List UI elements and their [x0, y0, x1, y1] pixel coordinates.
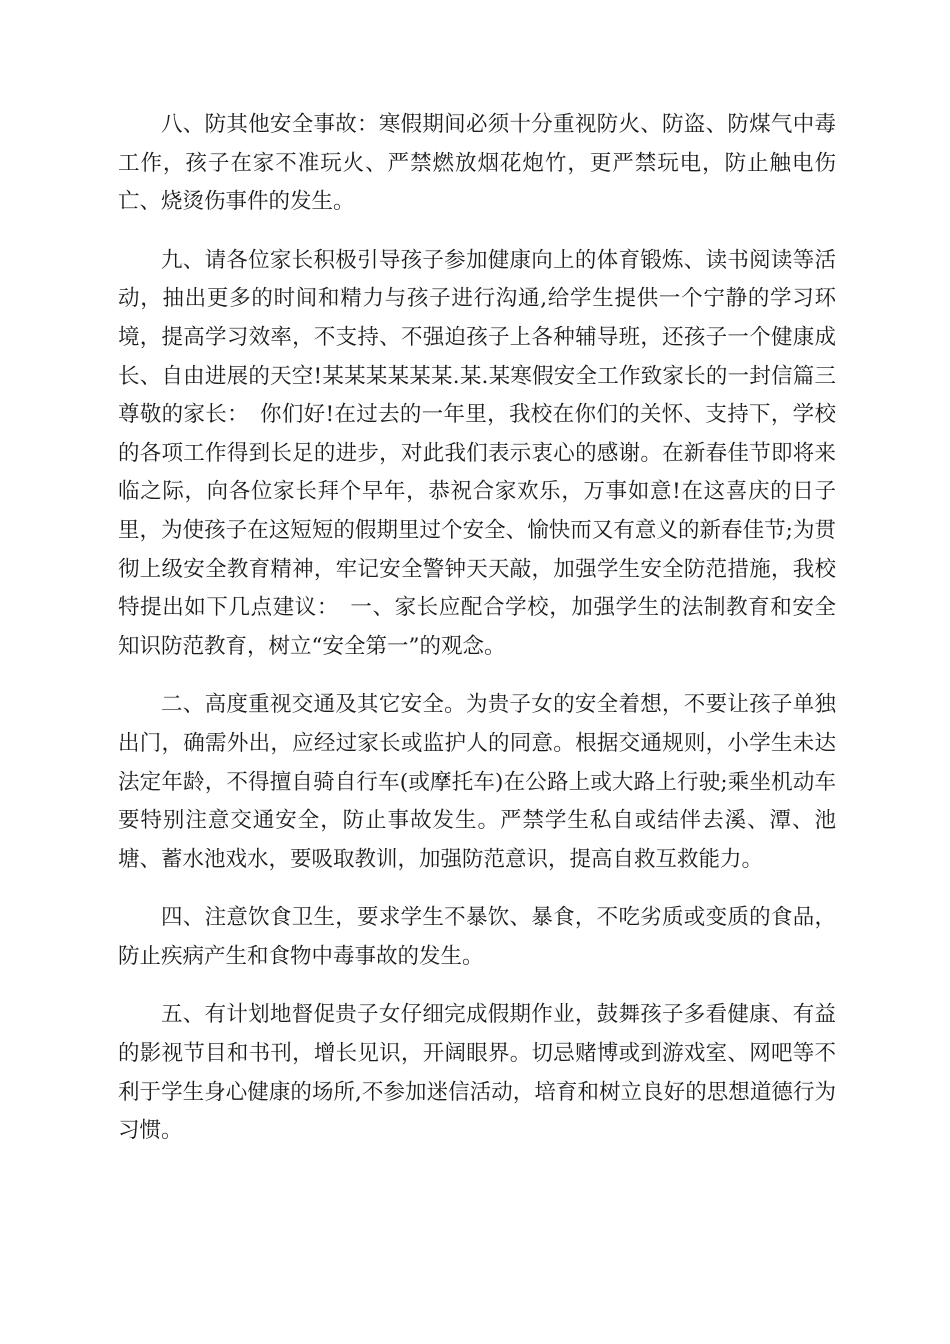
paragraph-fire-safety: 八、防其他安全事故：寒假期间必须十分重视防火、防盗、防煤气中毒工作，孩子在家不准玩火、严禁燃放烟花炮竹，更严禁玩电，防止触电伤亡、烧烫伤事件的发生。 [118, 112, 836, 215]
paragraph-holiday-homework: 五、有计划地督促贵子女仔细完成假期作业，鼓舞孩子多看健康、有益的影视节目和书刊，增长见识，开阔眼界。切忌赌博或到游戏室、网吧等不利于学生身心健康的场所,不参加迷信活动，培育和树立良好的思想道德行为习惯。 [118, 1002, 836, 1144]
paragraph-traffic-safety: 二、高度重视交通及其它安全。为贵子女的安全着想，不要让孩子单独出门，确需外出，应经过家长或监护人的同意。根据交通规则，小学生未达法定年龄，不得擅自骑自行车(或摩托车)在公路上或大路上行驶;乘坐机动车要特别注意交通安全，防止事故发生。严禁学生私自或结伴去溪、潭、池塘、蓄水池戏水，要吸取教训，加强防范意识，提高自救互救能力。 [118, 692, 836, 872]
paragraph-food-hygiene: 四、注意饮食卫生，要求学生不暴饮、暴食，不吃劣质或变质的食品，防止疾病产生和食物中毒事故的发生。 [118, 905, 836, 969]
paragraph-parent-guidance: 九、请各位家长积极引导孩子参加健康向上的体育锻炼、读书阅读等活动，抽出更多的时间和精力与孩子进行沟通,给学生提供一个宁静的学习环境，提高学习效率，不支持、不强迫孩子上各种辅导班，还孩子一个健康成长、自由进展的天空!某某某某某某.某.某寒假安全工作致家长的一封信篇三尊敬的家长： 你们好!在过去的一年里，我校在你们的关怀、支持下，学校的各项工作得到长足的进步，对此我们表示衷心的感谢。在新春佳节即将来临之际，向各位家长拜个早年，恭祝合家欢乐，万事如意!在这喜庆的日子里，为使孩子在这短短的假期里过个安全、愉快而又有意义的新春佳节;为贯彻上级安全教育精神，牢记安全警钟天天敲，加强学生安全防范措施，我校特提出如下几点建议： 一、家长应配合学校，加强学生的法制教育和安全知识防范教育，树立“安全第一”的观念。 [118, 247, 836, 659]
document-body [118, 106, 836, 1171]
